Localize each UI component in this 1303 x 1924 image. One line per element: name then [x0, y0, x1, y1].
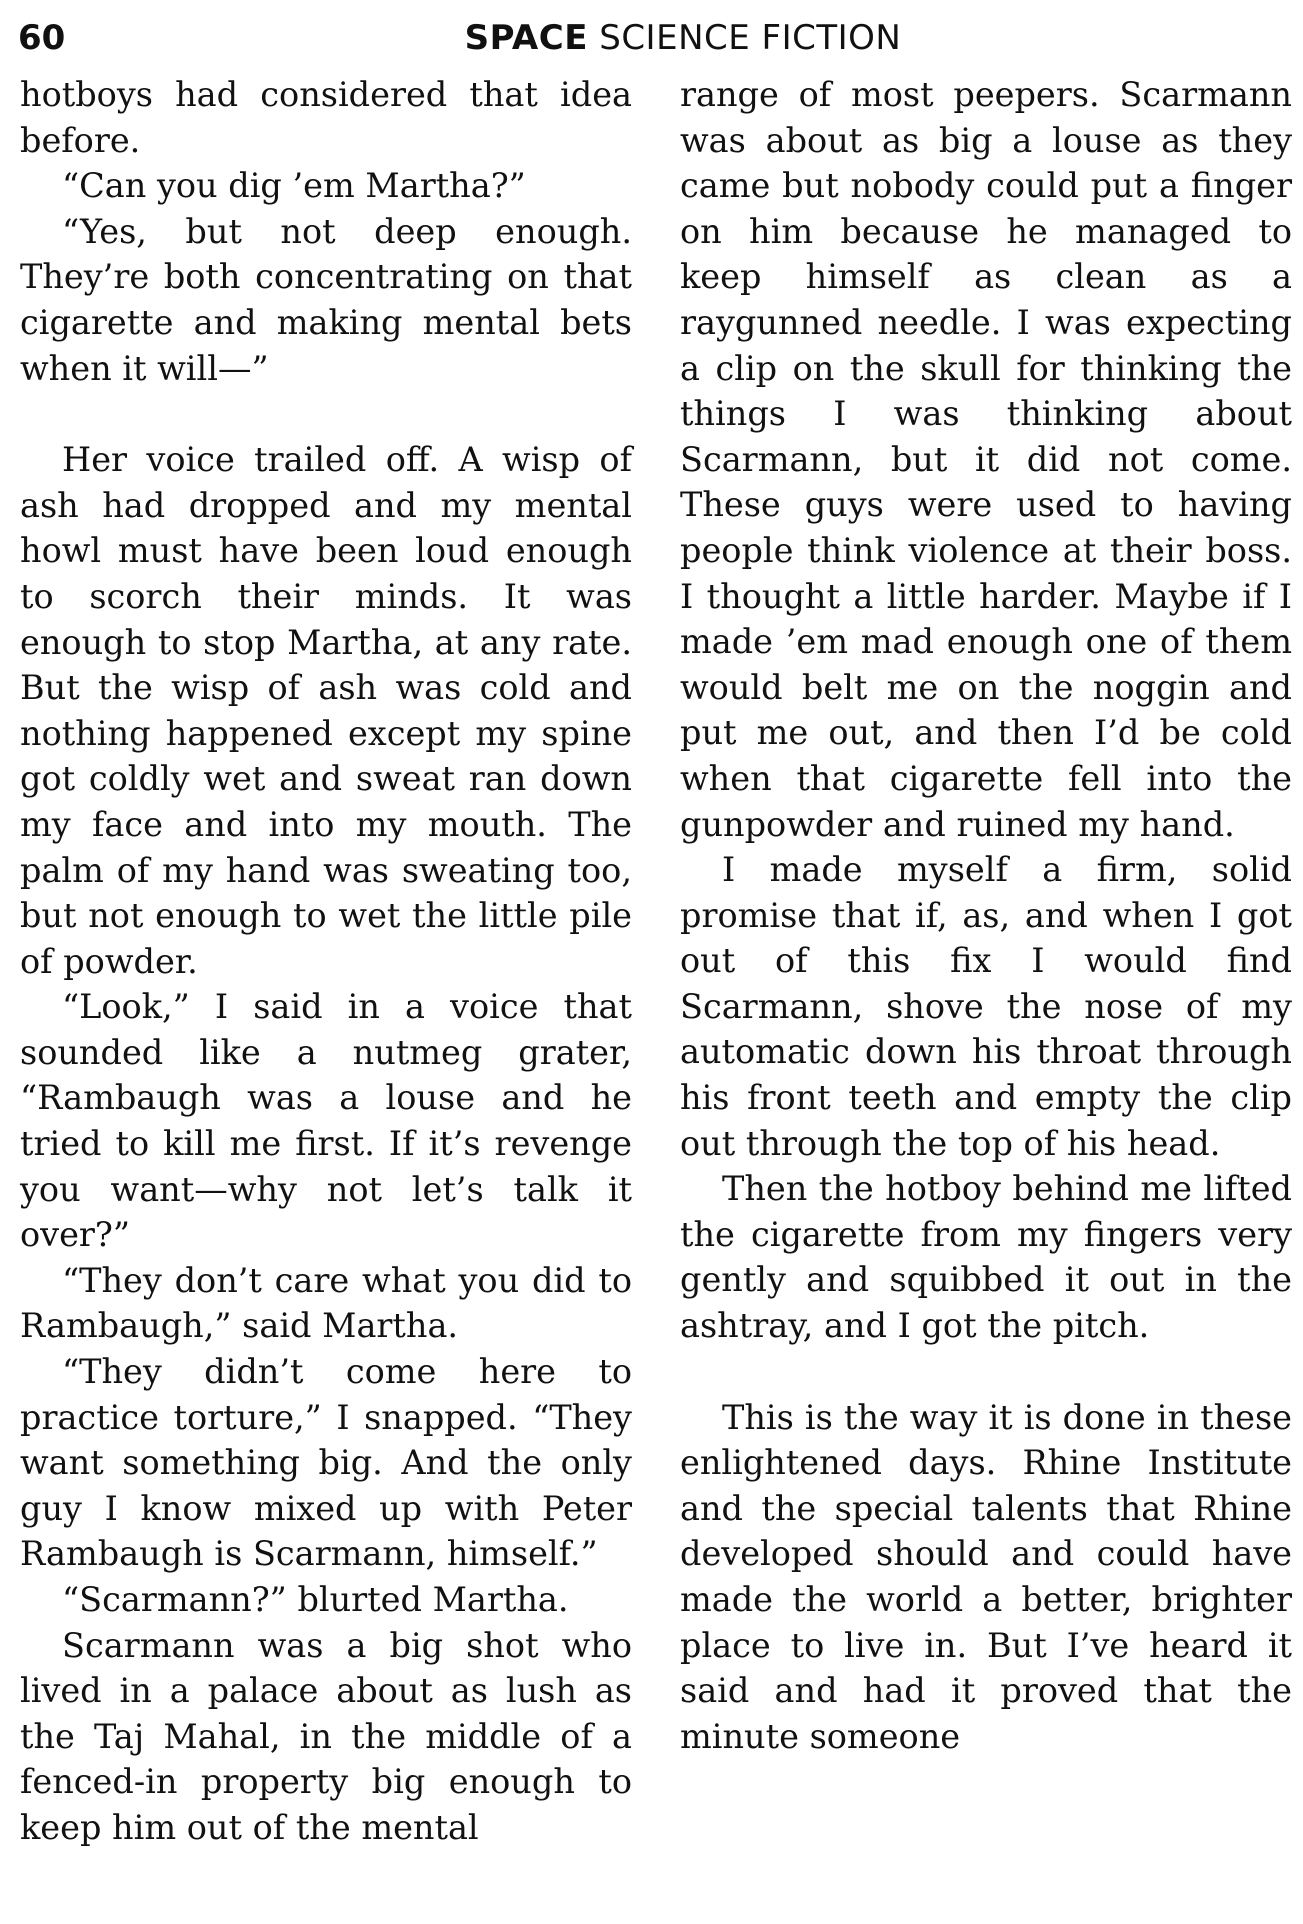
paragraph: This is the way it is done in these enlightened days. Rhine Institute and the special talents that Rhine developed should and could have made the world a better, brighter place to live in. But I’ve heard it said and had it proved that the minute someone [680, 1397, 1292, 1756]
paragraph: Her voice trailed off. A wisp of ash had dropped and my mental howl must have been loud enough to scorch their minds. It was enough to stop Martha, at any rate. But the wisp of ash was cold and nothing happened except my spine got coldly wet and sweat ran down my face and into my mouth. The palm of my hand was sweating too, but not enough to wet the little pile of powder. [20, 440, 632, 981]
paragraph: range of most peepers. Scarmann was about as big a louse as they came but nobody could put a finger on him because he managed to keep himself as clean as a raygunned needle. I was expecting a clip on the skull for thinking the things I was thinking about Scarmann, but it did not come. These guys were used to having people think violence at their boss. I thought a little harder. Maybe if I made ’em mad enough one of them would belt me on the noggin and put me out, and then I’d be cold when that cigarette fell into the gunpowder and ruined my hand. [680, 75, 1292, 844]
paragraph: hotboys had considered that idea before. [20, 75, 632, 160]
paragraph: Scarmann was a big shot who lived in a palace about as lush as the Taj Mahal, in the middle of a fenced-in property big enough to keep him out of the mental [20, 1625, 632, 1847]
right-column [680, 72, 1292, 1759]
paragraph: “Can you dig ’em Martha?” [62, 166, 526, 206]
paragraph: “They don’t care what you did to Rambaugh,” said Martha. [20, 1260, 632, 1346]
running-head [18, 18, 1288, 58]
magazine-title-rest: SCIENCE FICTION [599, 18, 902, 58]
paragraph: “Look,” I said in a voice that sounded like a nutmeg grater, “Rambaugh was a louse and he tried to kill me first. If it’s revenge you want—why not let’s talk it over?” [20, 987, 632, 1255]
magazine-title-bold: SPACE [464, 18, 588, 58]
section-gap [680, 1349, 1292, 1395]
paragraph: Then the hotboy behind me lifted the cigarette from my fingers very gently and squibbed it out in the ashtray, and I got the pitch. [680, 1169, 1292, 1346]
paragraph: I made myself a firm, solid promise that if, as, and when I got out of this fix I would find Scarmann, shove the nose of my automatic down his throat through his front teeth and empty the clip out through the top of his head. [680, 850, 1292, 1163]
left-column [20, 72, 632, 1851]
paragraph: “They didn’t come here to practice torture,” I snapped. “They want something big. And the only guy I know mixed up with Peter Rambaugh is Scarmann, himself.” [20, 1352, 632, 1574]
paragraph: “Yes, but not deep enough. They’re both concentrating on that cigarette and making mental bets when it will—” [20, 211, 632, 388]
section-gap [20, 391, 632, 437]
page-number: 60 [18, 18, 66, 58]
page-header [18, 12, 1288, 62]
paragraph: “Scarmann?” blurted Martha. [62, 1580, 569, 1619]
